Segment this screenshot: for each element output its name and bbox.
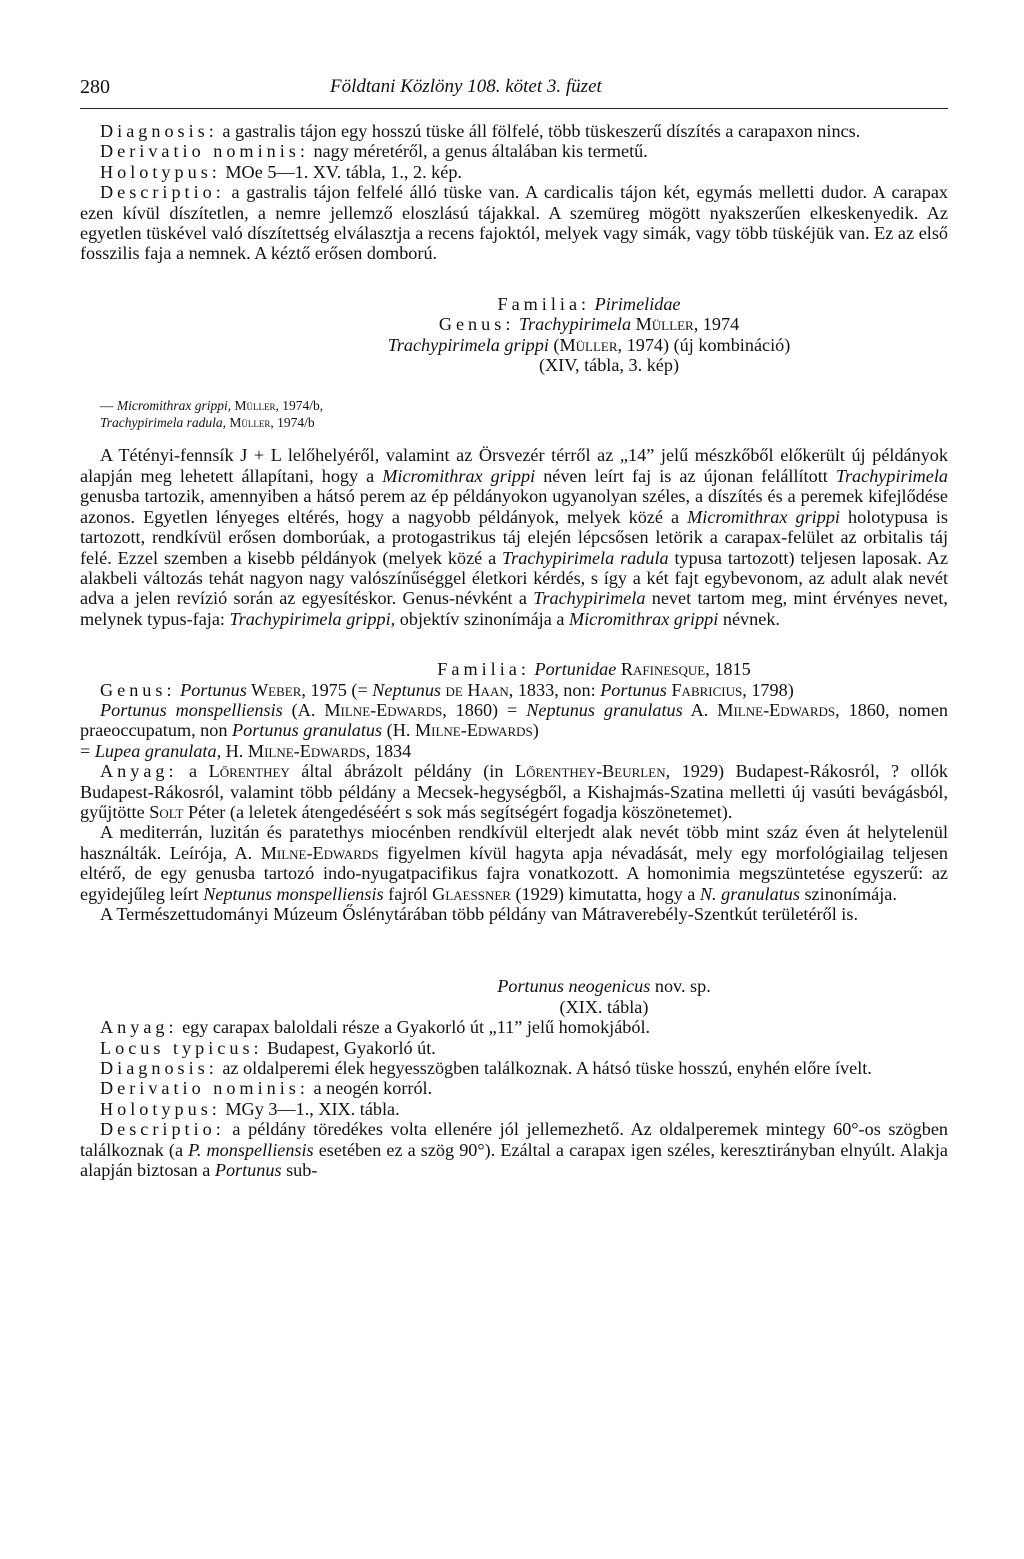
running-header [80, 68, 948, 109]
derivatio-paragraph: Derivatio nominis: nagy méretéről, a genus általában kis termetű. [100, 141, 648, 162]
portunus-museum: A Természettudományi Múzeum Őslénytárában több példány van Mátraverebély-Szentkút területéről is. [100, 904, 858, 924]
species-plate: (XIV, tábla, 3. kép) [538, 355, 680, 376]
holotypus-paragraph: Holotypus: MOe 5—1. XV. tábla, 1., 2. kép. [100, 161, 462, 182]
genus-line: Genus: Trachypirimela Müller, 1974 [438, 314, 740, 335]
synonym-2: Trachypirimela radula, Müller, 1974/b [100, 415, 315, 431]
page-number: 280 [80, 76, 110, 98]
portunidae-familia: Familia: Portunidae Rafinesque, 1815 [437, 659, 751, 680]
portunus-anyag: Anyag: a Lőrenthey által ábrázolt példány (in Lőrenthey-Beurlen, 1929) Budapest-Rákosról, ? ollók Budapest-Rákosról, valamint több példány a Mecsek-hegységből, a Kishajmás-Szatina melletti új vasúti bevágásból, gyűjtötte Solt Péter (a leletek átengedéséért s sok más segítségért fogadja köszönetemet). [80, 761, 949, 822]
pirimelidae-heading [230, 294, 948, 376]
journal-title: Földtani Közlöny 108. kötet 3. füzet [330, 76, 602, 97]
synonym-1: — Micromithrax grippi, Müller, 1974/b, [100, 398, 324, 414]
neogenicus-plate: (XIX. tábla) [559, 996, 649, 1017]
portunus-discussion: A mediterrán, luzitán és paratethys miocénben rendkívül elterjedt alak nevét több mint száz éven át helytelenül használták. Leírója, A. Milne-Edwards figyelmen kívül hagyta apja névadását, mely egy morfológiailag teljesen eltérő, de egy genusba tartozó indo-nyugatpacifikus fajra vonatkozott. A homonimia megszüntetése egyszerű: az egyidejűleg leírt Neptunus monspelliensis fajról Glaessner (1929) kimutatta, hogy a N. granulatus szinonímája. [80, 822, 948, 904]
neogenicus-locus: Locus typicus: Budapest, Gyakorló út. [100, 1037, 436, 1058]
journal-page [80, 68, 948, 1180]
neogenicus-derivatio: Derivatio nominis: a neogén korról. [100, 1078, 433, 1099]
portunus-species: Portunus monspelliensis (A. Milne-Edwards, 1860) = Neptunus granulatus A. Milne-Edwards, 1860, nomen praeoccupatum, non Portunus granulatus (H. Milne-Edwards) [80, 699, 948, 741]
portunus-synonym: = Lupea granulata, H. Milne-Edwards, 1834 [80, 740, 412, 761]
neogenicus-holotypus: Holotypus: MGy 3—1., XIX. tábla. [100, 1098, 400, 1119]
pirimelidae-body: A Tétényi-fennsík J + L lelőhelyéről, valamint az Örsvezér térről az „14” jelű mészkőből előkerült új példányok alapján meg lehetett állapítani, hogy a Micromithrax grippi néven leírt faj is az újonan felállított Trachypirimela genusba tartozik, amennyiben a hátsó perem az ép példányokon ugyanolyan széles, a díszítés és a peremek kifejlődése azonos. Egyetlen lényeges eltérés, hogy a nagyobb példányok, melyek közé a Micromithrax grippi holotypusa is tartozott, rendkívül erősen domborúak, a protogastrikus táj elején lépcsősen letörik a carapax-felület az orbitalis táj felé. Ezzel szemben a kisebb példányok (melyek közé a Trachypirimela radula typusa tartozott) teljesen laposak. Az alakbeli változás tehát nagyon nagy valószínűséggel életkori kérdés, s így a két fajt egybevonom, az adult alak nevét adva a jelen revízió során az egyesítéskor. Genus-névként a Trachypirimela nevet tartom meg, mint érvényes nevet, melynek typus-faja: Trachypirimela grippi, objektív szinonímája a Micromithrax grippi névnek. [80, 445, 949, 629]
neogenicus-descriptio: Descriptio: a példány töredékes volta ellenére jól jellemezhető. Az oldalperemek mintegy 60°-os szögben találkoznak (a P. monspelliensis esetében ez a szög 90°). Ezáltal a carapax igen széles, keresztirányban elnyúlt. Alakja alapján biztosan a Portunus sub- [80, 1119, 948, 1181]
neogenicus-title: Portunus neogenicus nov. sp. [497, 976, 711, 997]
neogenicus-anyag: Anyag: egy carapax baloldali része a Gyakorló út „11” jelű homokjából. [100, 1017, 651, 1038]
portunidae-genus: Genus: Portunus Weber, 1975 (= Neptunus de Haan, 1833, non: Portunus Fabricius, 1798) [100, 679, 794, 700]
species-line: Trachypirimela grippi (Müller, 1974) (új kombináció) [387, 334, 791, 355]
neogenicus-diagnosis: Diagnosis: az oldalperemi élek hegyesszögben találkoznak. A hátsó tüske hosszú, enyhén előre ívelt. [100, 1058, 872, 1079]
descriptio-paragraph: Descriptio: a gastralis tájon felfelé álló tüske van. A cardicalis tájon két, egymás melletti dudor. A carapax ezen kívül díszítetlen, a nemre jellemző eloszlású tájakkal. A szemüreg mögött nyakszerűen elkeskenyedik. Az egyetlen tüskével való díszítettség elválasztja a recens fajoktól, melyek vagy simák, vagy több tüskéjük van. Ez az első fosszilis faja a nemnek. A kéztő erősen domború. [80, 182, 948, 264]
diagnosis-paragraph: Diagnosis: a gastralis tájon egy hosszú tüske áll fölfelé, több tüskeszerű díszítés a carapaxon nincs. [100, 121, 861, 141]
familia-line: Familia: Pirimelidae [497, 293, 681, 314]
